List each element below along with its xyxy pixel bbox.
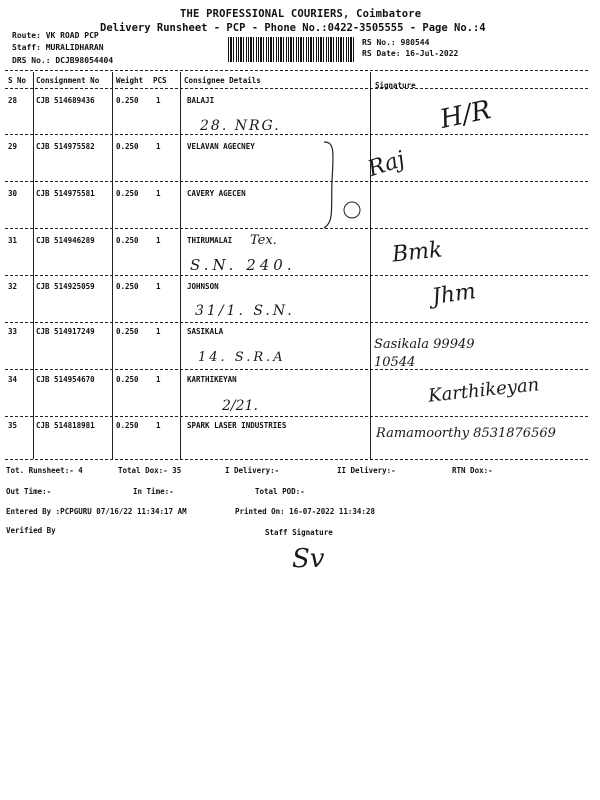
row-weight: 0.250 [116, 282, 139, 291]
row-consignee: JOHNSON [187, 282, 219, 291]
col-header-consignment: Consignment No [36, 76, 100, 85]
row-weight: 0.250 [116, 189, 139, 198]
row-consignee: VELAVAN AGECNEY [187, 142, 255, 151]
column-line [112, 72, 113, 459]
route-label: Route: VK ROAD PCP [12, 31, 99, 40]
tot-runsheet: Tot. Runsheet:- 4 [6, 466, 83, 475]
table-bottom-rule [5, 459, 588, 460]
row-sno: 33 [8, 327, 18, 336]
total-dox: Total Dox:- 35 [118, 466, 182, 475]
rs-no-label: RS No.: 980544 [362, 38, 430, 47]
out-time: Out Time:- [6, 487, 52, 496]
row-pcs: 1 [156, 96, 161, 105]
row-address-note: 14. S.R.A [198, 350, 286, 365]
row-consignment: CJB 514946289 [36, 236, 95, 245]
row-weight: 0.250 [116, 96, 139, 105]
row-consignee: CAVERY AGECEN [187, 189, 246, 198]
row-consignee: SPARK LASER INDUSTRIES [187, 421, 287, 430]
col-header-consignee: Consignee Details [184, 76, 261, 85]
row-sno: 29 [8, 142, 18, 151]
col-header-weight: Weight [116, 76, 144, 85]
row-pcs: 1 [156, 327, 161, 336]
row-address-note: S.N. 240. [190, 256, 296, 274]
total-pod: Total POD:- [255, 487, 305, 496]
row-weight: 0.250 [116, 375, 139, 384]
row-pcs: 1 [156, 189, 161, 198]
col-header-pcs: PCS [153, 76, 167, 85]
row-signature: H/R [437, 95, 494, 135]
column-line [180, 72, 181, 459]
row-sno: 34 [8, 375, 18, 384]
page-subtitle: Delivery Runsheet - PCP - Phone No.:0422-3505555 - Page No.:4 [100, 22, 486, 34]
row-consignment: CJB 514917249 [36, 327, 95, 336]
row-signature: Ramamoorthy 8531876569 [376, 426, 556, 441]
column-line [370, 72, 371, 459]
row-signature: Jhm [430, 279, 478, 310]
row-divider [5, 134, 588, 135]
row-divider [5, 228, 588, 229]
row-consignee: SASIKALA [187, 327, 224, 336]
row-pcs: 1 [156, 142, 161, 151]
row-consignee: KARTHIKEYAN [187, 375, 237, 384]
ii-delivery: II Delivery:- [337, 466, 396, 475]
handwritten-bracket [320, 140, 370, 230]
row-sno: 30 [8, 189, 18, 198]
row-consignment: CJB 514689436 [36, 96, 95, 105]
row-sno: 35 [8, 421, 18, 430]
entered-by: Entered By :PCPGURU 07/16/22 11:34:17 AM [6, 507, 187, 516]
table-header-rule [5, 88, 588, 89]
row-signature: Bmk [390, 237, 444, 268]
staff-signature: Sv [292, 544, 325, 574]
row-signature: Raj [365, 146, 408, 183]
barcode [228, 37, 356, 62]
row-divider [5, 181, 588, 182]
i-delivery: I Delivery:- [225, 466, 280, 475]
row-address-note: 28. NRG. [200, 118, 281, 134]
row-consignment: CJB 514975582 [36, 142, 95, 151]
row-sno: 28 [8, 96, 18, 105]
row-weight: 0.250 [116, 421, 139, 430]
row-divider [5, 275, 588, 276]
row-consignee: BALAJI [187, 96, 215, 105]
row-consignment: CJB 514954670 [36, 375, 95, 384]
col-header-sno: S No [8, 76, 27, 85]
printed-on: Printed On: 16-07-2022 11:34:28 [235, 507, 375, 516]
row-address-note: 31/1. S.N. [195, 303, 295, 319]
row-weight: 0.250 [116, 142, 139, 151]
row-divider [5, 416, 588, 417]
row-pcs: 1 [156, 421, 161, 430]
page-title: THE PROFESSIONAL COURIERS, Coimbatore [180, 8, 422, 20]
row-divider [5, 322, 588, 323]
row-weight: 0.250 [116, 327, 139, 336]
table-top-rule [5, 70, 588, 71]
row-pcs: 1 [156, 375, 161, 384]
row-signature: Sasikala 99949 10544 [374, 337, 475, 370]
in-time: In Time:- [133, 487, 174, 496]
row-address-note: 2/21. [222, 398, 258, 414]
staff-signature-label: Staff Signature [265, 528, 333, 537]
row-sno: 31 [8, 236, 18, 245]
col-header-signature: Signature [375, 81, 416, 90]
staff-label: Staff: MURALIDHARAN [12, 43, 104, 52]
row-consignee: THIRUMALAI [187, 236, 233, 245]
handwritten-note: Tex. [250, 233, 277, 248]
rtn-dox: RTN Dox:- [452, 466, 493, 475]
row-pcs: 1 [156, 236, 161, 245]
rs-date-label: RS Date: 16-Jul-2022 [362, 49, 459, 58]
column-line [33, 72, 34, 459]
row-weight: 0.250 [116, 236, 139, 245]
drs-label: DRS No.: DCJB98054404 [12, 56, 114, 65]
row-consignment: CJB 514925059 [36, 282, 95, 291]
verified-by: Verified By [6, 526, 56, 535]
row-signature: Karthikeyan [427, 374, 541, 407]
row-sno: 32 [8, 282, 18, 291]
row-pcs: 1 [156, 282, 161, 291]
row-consignment: CJB 514818981 [36, 421, 95, 430]
row-consignment: CJB 514975581 [36, 189, 95, 198]
